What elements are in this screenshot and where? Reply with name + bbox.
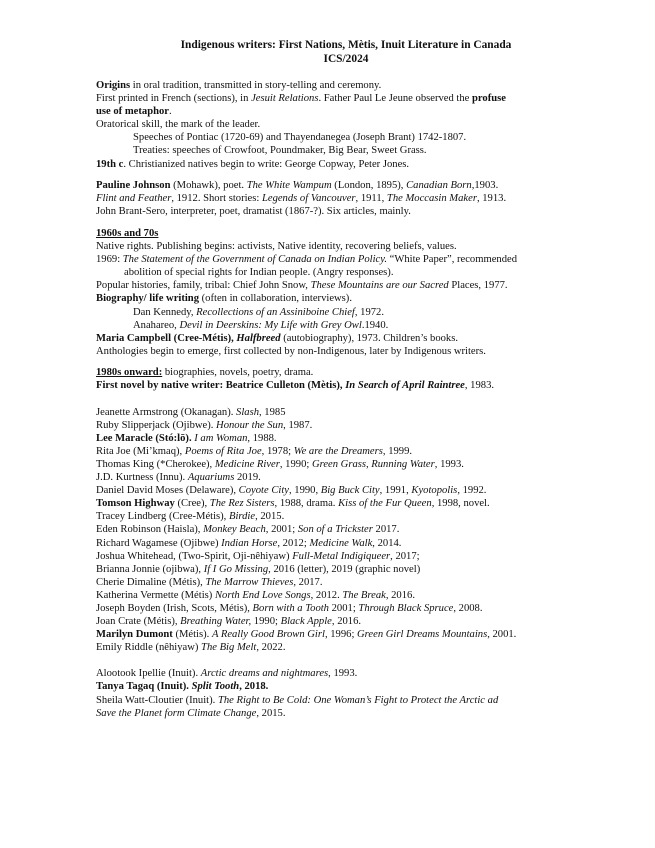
text-span: , 1998, novel.	[431, 498, 490, 510]
text-span: Emily Riddle (nêhiyaw)	[96, 642, 202, 654]
johnson-line-1	[96, 179, 596, 192]
book-title: Canadian Born	[406, 180, 472, 192]
text-span: , 2017;	[390, 550, 420, 562]
text-span: Joseph Boyden (Irish, Scots, Métis),	[96, 602, 253, 614]
list-item	[96, 563, 596, 576]
book-title: Son of a Trickster	[297, 524, 373, 536]
book-title: Green Girl Dreams Mountains	[357, 629, 488, 641]
list-item	[96, 484, 596, 497]
text-span: Daniel David Moses (Delaware),	[96, 485, 239, 497]
book-title: Devil in Deerskins: My Life with Grey Owl	[179, 319, 362, 331]
book-title: Born with a Tooth	[252, 602, 329, 614]
book-title: Birdie	[228, 511, 256, 523]
text-span: , 1991,	[379, 485, 412, 497]
document-page	[96, 38, 596, 720]
book-title: We are the Dreamers	[293, 445, 383, 457]
book-title: Breathing Water,	[180, 616, 252, 628]
text-span: (often in collaboration, interviews).	[199, 293, 352, 305]
text-span: 2001;	[328, 602, 359, 614]
text-span: Popular histories, family, tribal: Chief John Snow,	[96, 280, 311, 292]
book-title: Honour the Sun	[216, 419, 284, 431]
title-line-2: ICS/2024	[323, 53, 369, 65]
list-item	[96, 550, 596, 563]
text-span: (autobiography), 1973. Children’s books.	[280, 332, 458, 344]
list-item	[96, 628, 596, 641]
book-title: North End Love Songs	[214, 589, 311, 601]
text-span: , 1985	[259, 406, 286, 418]
book-title: Through Black Spruce	[358, 602, 454, 614]
author-name: Maria Campbell (Cree-Métis),	[96, 332, 237, 344]
list-item	[96, 471, 596, 484]
book-title: Monkey Beach	[203, 524, 266, 536]
text-span: Tracey Lindberg (Cree-Métis),	[96, 511, 229, 523]
text-span: , 1999.	[382, 445, 413, 457]
book-title: I am Woman	[194, 432, 248, 444]
text-span: , 2016.	[385, 589, 415, 601]
sixties-line-1: Native rights. Publishing begins: activists, Native identity, recovering beliefs, values.	[96, 241, 457, 253]
text-span: Brianna Jonnie (ojibwa),	[96, 563, 204, 575]
inuit-line-3	[96, 694, 596, 707]
text-span: , 1912. Short stories:	[171, 193, 262, 205]
list-item	[96, 602, 596, 615]
bold-span: profuse	[472, 93, 506, 105]
text-span: J.D. Kurtness (Innu).	[96, 472, 188, 484]
text-span: First printed in French (sections), in	[96, 93, 252, 105]
text-span: Jeanette Armstrong (Okanagan).	[96, 406, 237, 418]
sixties-line-7	[96, 319, 596, 332]
book-title: Kiss of the Fur Queen	[338, 498, 432, 510]
document-title	[96, 38, 596, 66]
text-span: , 1911,	[355, 193, 387, 205]
text-span: in oral tradition, transmitted in story-telling and ceremony.	[130, 80, 382, 91]
text-span: , 1983.	[464, 380, 495, 392]
johnson-line-3: John Brant-Sero, interpreter, poet, dramatist (1867-?). Six articles, mainly.	[96, 206, 411, 218]
author-name: Lee Maracle (Stó:lō).	[96, 432, 195, 444]
text-span: Katherina Vermette (Métis)	[96, 589, 215, 601]
eighties-section	[96, 366, 596, 392]
sixties-section	[96, 227, 596, 358]
list-item	[96, 432, 596, 445]
sixties-line-3: abolition of special rights for Indian people. (Angry responses).	[124, 267, 394, 279]
origins-line-4: Oratorical skill, the mark of the leader.	[96, 119, 261, 131]
book-title: Poems of Rita Joe	[184, 445, 262, 457]
eighties-line-1	[96, 366, 596, 379]
book-title: The Rez Sisters	[209, 498, 275, 510]
list-item	[96, 576, 596, 589]
text-span: , 2022.	[256, 642, 286, 654]
inuit-section	[96, 667, 596, 719]
text-span: Places, 1977.	[448, 280, 508, 292]
text-span: , 2001.	[487, 629, 517, 641]
book-title: The Break	[342, 589, 386, 601]
sixties-line-2	[96, 253, 596, 266]
text-span: , 1990;	[279, 458, 312, 470]
text-span: , 2014.	[372, 537, 402, 549]
book-title: In Search of April Raintree	[345, 380, 465, 392]
text-span: Richard Wagamese (Ojibwe)	[96, 537, 222, 549]
text-span: . Father Paul Le Jeune observed the	[318, 93, 473, 105]
text-span: “White Paper”, recommended	[387, 254, 518, 266]
text-span: (Métis).	[172, 629, 212, 641]
text-span: , 2015.	[255, 511, 285, 523]
book-title: A Really Good Brown Girl	[211, 629, 325, 641]
text-span: , 2015.	[256, 707, 286, 719]
list-item	[96, 615, 596, 628]
text-span: 2019.	[234, 472, 261, 484]
text-span: Ruby Slipperjack (Ojibwe).	[96, 419, 217, 431]
johnson-line-2	[96, 192, 596, 205]
book-title: Aquariums	[187, 472, 235, 484]
list-item	[96, 641, 596, 654]
book-title: The Marrow Thieves	[205, 576, 294, 588]
inuit-line-2	[96, 680, 596, 693]
inuit-line-4	[96, 707, 596, 720]
text-span: Joan Crate (Métis),	[96, 616, 181, 628]
text-span: 1990;	[251, 616, 281, 628]
book-title: Halfbreed	[236, 332, 281, 344]
origins-section	[96, 79, 596, 171]
text-span: .1940.	[361, 319, 389, 331]
book-title: Arctic dreams and nightmares	[200, 668, 329, 680]
book-title: The White Wampum	[246, 180, 332, 192]
book-title: Black Apple	[280, 616, 332, 628]
list-item	[96, 445, 596, 458]
text-span: (London, 1895),	[331, 180, 407, 192]
text-span: , 2012.	[310, 589, 343, 601]
text-span: Dan Kennedy,	[133, 306, 197, 318]
book-title: Big Buck City	[320, 485, 380, 497]
book-title: Medicine Walk	[309, 537, 373, 549]
book-title: The Big Melt	[201, 642, 257, 654]
sixties-line-8	[96, 332, 596, 345]
text-span: , 1993.	[328, 668, 358, 680]
origins-line-1	[96, 79, 596, 92]
text-span: Thomas King (*Cherokee),	[96, 458, 215, 470]
sixties-line-6	[96, 306, 596, 319]
book-title: Flint and Feather	[96, 193, 172, 205]
sixties-line-9: Anthologies begin to emerge, first collected by non-Indigenous, later by Indigenous writers.	[96, 345, 486, 357]
text-span: , 2008.	[453, 602, 483, 614]
text-span: , 1993.	[434, 458, 464, 470]
author-list	[96, 406, 596, 655]
bold-span: use of metaphor	[96, 106, 169, 118]
text-span: Eden Robinson (Haisla),	[96, 524, 204, 536]
book-title: Kyotopolis	[411, 485, 458, 497]
bold-span: Biography/ life writing	[96, 293, 199, 305]
origins-line-3	[96, 105, 596, 118]
text-span: 2017.	[372, 524, 400, 536]
book-title: Legends of Vancouver	[261, 193, 356, 205]
book-title: Recollections of an Assiniboine Chief	[196, 306, 355, 318]
bold-span: , 2018.	[239, 681, 269, 693]
text-span: , 2012;	[277, 537, 310, 549]
book-title: Slash	[236, 406, 259, 418]
text-span: , 1988.	[247, 432, 277, 444]
list-item	[96, 419, 596, 432]
list-item	[96, 537, 596, 550]
text-span: Sheila Watt-Cloutier (Inuit).	[96, 694, 218, 706]
book-title: The Right to Be Cold: One Woman’s Fight to Protect the Arctic ad	[217, 694, 499, 706]
text-span: , 1987.	[283, 419, 313, 431]
text-span: Alootook Ipellie (Inuit).	[96, 668, 201, 680]
text-span: (Mohawk), poet.	[170, 180, 247, 192]
book-title: Green Grass, Running Water	[311, 458, 435, 470]
text-span: , 2017.	[293, 576, 323, 588]
text-span: , 1978;	[261, 445, 294, 457]
book-title: Jesuit Relations	[251, 93, 319, 105]
text-span: 1969:	[96, 254, 123, 266]
list-item	[96, 523, 596, 536]
origins-line-7	[96, 158, 596, 171]
text-span: , 2016.	[331, 616, 362, 628]
text-span: Anahareo,	[133, 319, 180, 331]
origins-line-5: Speeches of Pontiac (1720-69) and Thayendanegea (Joseph Brant) 1742-1807.	[133, 132, 467, 144]
text-span: ,1903.	[471, 180, 499, 192]
book-title: If I Go Missing	[203, 563, 269, 575]
book-title: Coyote City	[238, 485, 289, 497]
origins-line-6: Treaties: speeches of Crowfoot, Poundmaker, Big Bear, Sweet Grass.	[133, 145, 427, 157]
text-span: , 1996;	[324, 629, 358, 641]
text-span: Joshua Whitehead, (Two-Spirit, Oji-nêhiyaw)	[96, 550, 293, 562]
author-name: Pauline Johnson	[96, 180, 171, 192]
book-title: These Mountains are our Sacred	[310, 280, 449, 292]
text-span: (Cree),	[174, 498, 210, 510]
text-span: . Christianized natives begin to write: George Copway, Peter Jones.	[123, 158, 410, 170]
book-title: The Moccasin Maker	[386, 193, 477, 205]
book-title: Indian Horse	[221, 537, 278, 549]
text-span: Cherie Dimaline (Métis),	[96, 576, 206, 588]
book-title: Medicine River	[214, 458, 280, 470]
text-span: , 2001;	[265, 524, 298, 536]
eighties-line-2	[96, 379, 596, 392]
book-title: Full-Metal Indigiqueer	[292, 550, 391, 562]
book-title: Save the Planet form Climate Change	[96, 707, 257, 719]
text-span: biographies, novels, poetry, drama.	[162, 367, 314, 379]
text-span: , 1990,	[288, 485, 321, 497]
origins-line-2	[96, 92, 596, 105]
text-span: .	[168, 106, 172, 118]
text-span: , 1972.	[354, 306, 384, 318]
list-item	[96, 497, 596, 510]
origins-heading: Origins	[96, 80, 131, 91]
list-item	[96, 458, 596, 471]
text-span: , 2016 (letter), 2019 (graphic novel)	[268, 563, 421, 575]
sixties-line-5	[96, 292, 596, 305]
sixties-heading: 1960s and 70s	[96, 227, 159, 239]
eighties-heading: 1980s onward:	[96, 367, 163, 379]
sixties-line-4	[96, 279, 596, 292]
title-line-1: Indigenous writers: First Nations, Mètis, Inuit Literature in Canada	[180, 39, 512, 51]
text-span: , 1992.	[457, 485, 487, 497]
book-title: The Statement of the Government of Canada on Indian Policy.	[122, 254, 387, 266]
johnson-section	[96, 179, 596, 218]
author-name: Marilyn Dumont	[96, 629, 173, 641]
author-name: Tanya Tagaq (Inuit).	[96, 681, 192, 693]
bold-span: First novel by native writer: Beatrice Culleton (Mètis),	[96, 380, 346, 392]
author-name: Tomson Highway	[96, 498, 175, 510]
book-title: Split Tooth	[191, 681, 240, 693]
list-item	[96, 406, 596, 419]
inuit-line-1	[96, 667, 596, 680]
bold-span: 19th c	[96, 158, 124, 170]
text-span: Rita Joe (Mi’kmaq),	[96, 445, 185, 457]
list-item	[96, 589, 596, 602]
text-span: , 1913.	[476, 193, 507, 205]
list-item	[96, 510, 596, 523]
text-span: , 1988, drama.	[274, 498, 339, 510]
